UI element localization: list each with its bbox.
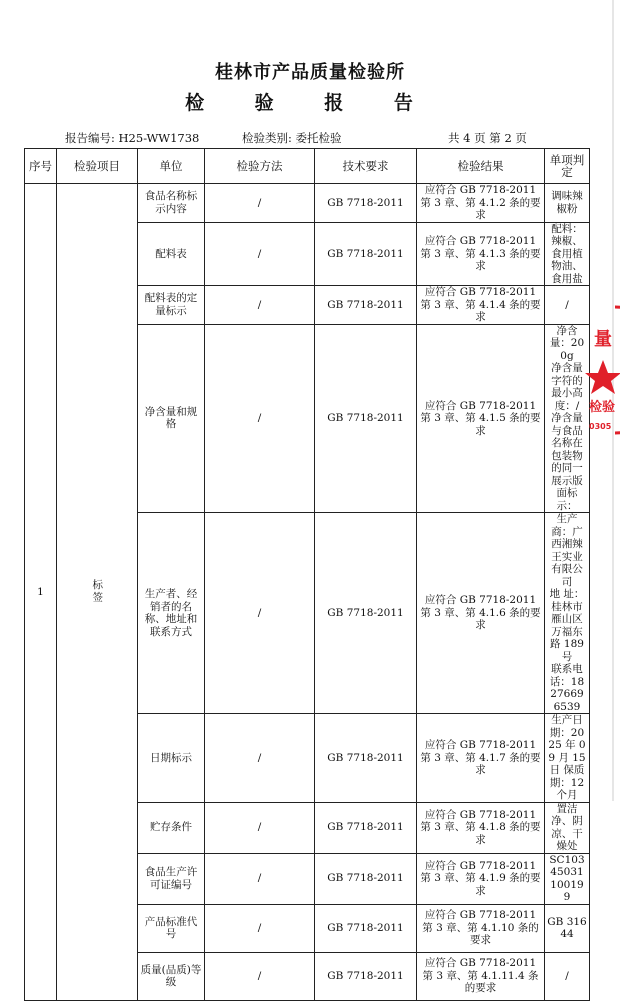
item-name: 日期标示 (138, 714, 205, 803)
inspection-table (24, 148, 590, 1001)
inspection-category: 检验类别: 委托检验 (242, 131, 342, 145)
item-name: 食品名称标示内容 (138, 184, 205, 223)
result-cell: / (545, 952, 590, 1000)
col-header: 检验项目 (57, 149, 138, 184)
method-cell: GB 7718-2011 (315, 853, 417, 904)
method-cell: GB 7718-2011 (315, 904, 417, 952)
unit-cell: / (205, 853, 315, 904)
unit-cell: / (205, 324, 315, 513)
unit-cell: / (205, 513, 315, 714)
item-name: 配料表的定量标示 (138, 286, 205, 325)
unit-cell: / (205, 222, 315, 286)
result-cell: / (545, 286, 590, 325)
result-cell: 生产商：广西湘辣王实业有限公司 地 址：桂林市雁山区万福东路 189 号 联系电话：18276696539 (545, 513, 590, 714)
unit-cell: / (205, 952, 315, 1000)
requirement-cell: 应符合 GB 7718-2011 第 3 章、第 4.1.2 条的要求 (417, 184, 545, 223)
unit-cell: / (205, 802, 315, 853)
result-cell: 调味辣椒粉 (545, 184, 590, 223)
table-row (25, 184, 590, 223)
requirement-cell: 应符合 GB 7718-2011 第 3 章、第 4.1.9 条的要求 (417, 853, 545, 904)
seq-cell: 1 (25, 184, 57, 1001)
page-count: 共 4 页 第 2 页 (448, 131, 527, 145)
report-title: 检 验 报 告 (185, 92, 435, 114)
item-name: 贮存条件 (138, 802, 205, 853)
col-header: 技术要求 (315, 149, 417, 184)
requirement-cell: 应符合 GB 7718-2011 第 3 章、第 4.1.3 条的要求 (417, 222, 545, 286)
svg-text:0305: 0305 (589, 422, 612, 431)
result-cell: 净含量：200g 净含量字符的最小高度：/ 净含量与食品名称在包装物的同一展示版面标示： (545, 324, 590, 513)
method-cell: GB 7718-2011 (315, 324, 417, 513)
requirement-cell: 应符合 GB 7718-2011 第 3 章、第 4.1.11.4 条的要求 (417, 952, 545, 1000)
requirement-cell: 应符合 GB 7718-2011 第 3 章、第 4.1.7 条的要求 (417, 714, 545, 803)
col-header: 检验结果 (417, 149, 545, 184)
item-name: 生产者、经销者的名称、地址和联系方式 (138, 513, 205, 714)
requirement-cell: 应符合 GB 7718-2011 第 3 章、第 4.1.10 条的要求 (417, 904, 545, 952)
item-name: 净含量和规格 (138, 324, 205, 513)
category-cell (57, 184, 138, 1001)
org-title: 桂林市产品质量检验所 (215, 62, 405, 83)
requirement-cell: 应符合 GB 7718-2011 第 3 章、第 4.1.4 条的要求 (417, 286, 545, 325)
method-cell: GB 7718-2011 (315, 714, 417, 803)
unit-cell: / (205, 184, 315, 223)
item-name: 配料表 (138, 222, 205, 286)
method-cell: GB 7718-2011 (315, 802, 417, 853)
inspection-seal (583, 305, 620, 435)
col-header: 单项判定 (545, 149, 590, 184)
item-name: 产品标准代号 (138, 904, 205, 952)
result-cell: 配料：辣椒、食用植物油、食用盐 (545, 222, 590, 286)
method-cell: GB 7718-2011 (315, 286, 417, 325)
requirement-cell: 应符合 GB 7718-2011 第 3 章、第 4.1.8 条的要求 (417, 802, 545, 853)
table-header (25, 149, 590, 184)
unit-cell: / (205, 286, 315, 325)
item-name: 质量(品质)等级 (138, 952, 205, 1000)
col-header: 序号 (25, 149, 57, 184)
col-header: 检验方法 (205, 149, 315, 184)
col-header: 单位 (138, 149, 205, 184)
report-number: 报告编号: H25-WW1738 (65, 131, 200, 145)
item-name: 食品生产许可证编号 (138, 853, 205, 904)
result-cell: 生产日期：2025 年 09 月 15 日 保质期：12 个月 (545, 714, 590, 803)
requirement-cell: 应符合 GB 7718-2011 第 3 章、第 4.1.6 条的要求 (417, 513, 545, 714)
svg-text:量: 量 (594, 329, 612, 350)
method-cell: GB 7718-2011 (315, 222, 417, 286)
result-cell: GB 31644 (545, 904, 590, 952)
result-cell: SC10345031100199 (545, 853, 590, 904)
svg-text:检验: 检验 (589, 400, 616, 415)
method-cell: GB 7718-2011 (315, 513, 417, 714)
requirement-cell: 应符合 GB 7718-2011 第 3 章、第 4.1.5 条的要求 (417, 324, 545, 513)
unit-cell: / (205, 904, 315, 952)
category-label: 标签 (91, 579, 104, 605)
method-cell: GB 7718-2011 (315, 184, 417, 223)
unit-cell: / (205, 714, 315, 803)
method-cell: GB 7718-2011 (315, 952, 417, 1000)
result-cell: 置洁净、阴凉、干燥处 (545, 802, 590, 853)
